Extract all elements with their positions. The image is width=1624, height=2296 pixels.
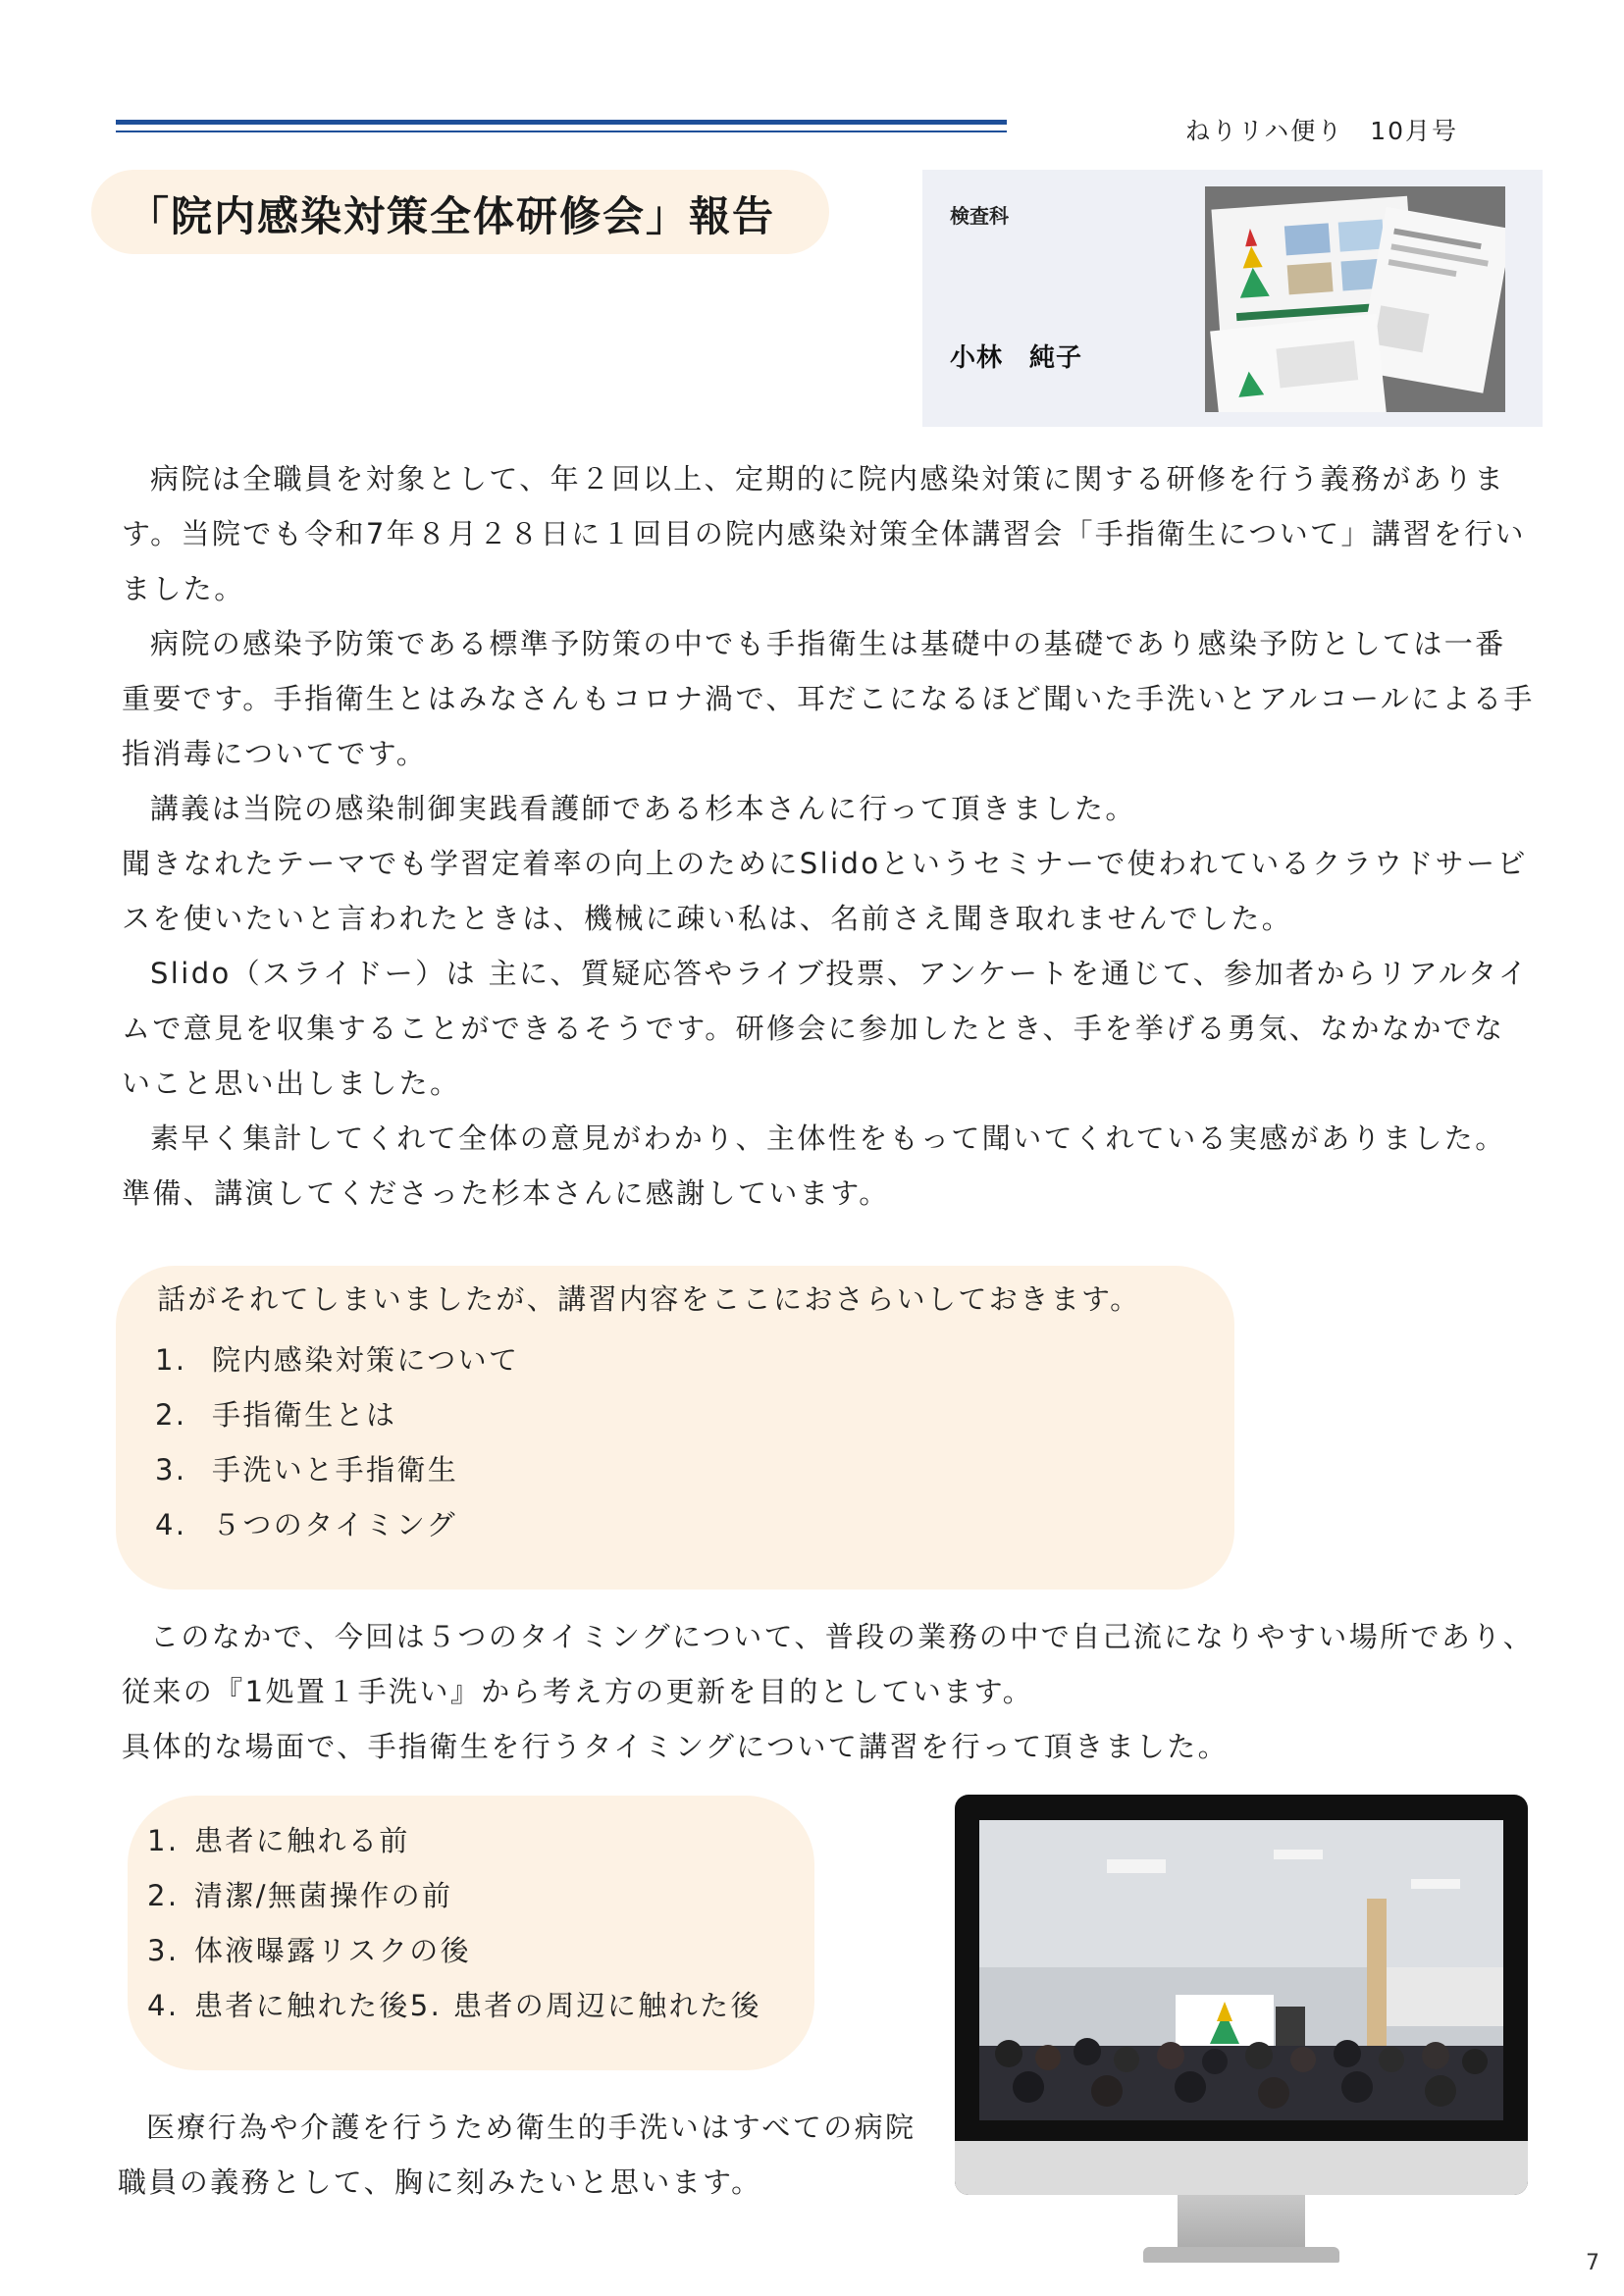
paragraph-5: Slido（スライドー）は 主に、質疑応答やライブ投票、アンケートを通じて、参加者からリアルタイムで意見を収集することができるそうです。研修会に参加したとき、手を挙げる勇気、なかなかでないこと思い出しました。 [122,957,1530,1100]
paragraph-4: 聞きなれたテーマでも学習定着率の向上のためにSlidoというセミナーで使われているクラウドサービスを使いたいと言われたときは、機械に疎い私は、名前さえ聞き取れませんでした。 [122,847,1528,935]
issue-label: ねりリハ便り 10月号 [1185,117,1459,145]
handout-photo-image [1205,186,1505,412]
page-number: 7 [1586,2251,1599,2275]
paragraph-6: 素早く集計してくれて全体の意見がわかり、主体性をもって聞いてくれている実感がありました。準備、講演してくださった杉本さんに感謝しています。 [122,1122,1506,1210]
monitor-stand [1178,2195,1305,2254]
list-item: 4. ５つのタイミング [155,1508,458,1541]
summary-list [155,1332,519,1552]
seminar-photo-image [979,1820,1503,2120]
header-rule-thin [116,130,1007,132]
list-item: 3. 体液曝露リスクの後 [147,1934,472,1967]
list-item: 1. 院内感染対策について [155,1343,520,1377]
monitor-base [1143,2247,1339,2263]
timing-paragraph-1: このなかで、今回は５つのタイミングについて、普段の業務の中で自己流になりやすい場所であり、従来の『1処置１手洗い』から考え方の更新を目的としています。 [122,1620,1535,1708]
article-title: 「院内感染対策全体研修会」報告 [128,192,776,240]
list-item: 3. 手洗いと手指衛生 [155,1453,459,1487]
paragraph-3: 講義は当院の感染制御実践看護師である杉本さんに行って頂きました。 [150,792,1136,825]
header-rule-thick [116,120,1007,125]
closing-paragraph: 医療行為や介護を行うため衛生的手洗いはすべての病院職員の義務として、胸に刻みたいと思います。 [118,2111,917,2199]
paragraph-2: 病院の感染予防策である標準予防策の中でも手指衛生は基礎中の基礎であり感染予防としては一番重要です。手指衛生とはみなさんもコロナ渦で、耳だこになるほど聞いた手洗いとアルコールによる手指消毒についてです。 [122,627,1535,770]
list-item: 1. 患者に触れる前 [147,1824,410,1857]
paragraph-1: 病院は全職員を対象として、年２回以上、定期的に院内感染対策に関する研修を行う義務があります。当院でも令和7年８月２８日に１回目の院内感染対策全体講習会「手指衛生について」講習を行いました。 [122,462,1526,605]
summary-intro: 話がそれてしまいましたが、講習内容をここにおさらいしておきます。 [157,1282,1141,1316]
author-name: 小林 純子 [950,343,1083,373]
timing-list [147,1813,761,2033]
handout-photo [1205,186,1505,412]
seminar-photo [979,1820,1503,2120]
monitor-chin [955,2141,1528,2195]
list-item: 4. 患者に触れた後5. 患者の周辺に触れた後 [147,1989,761,2022]
timing-paragraph-2: 具体的な場面で、手指衛生を行うタイミングについて講習を行って頂きました。 [122,1730,1230,1763]
author-department: 検査科 [950,204,1009,228]
list-item: 2. 清潔/無菌操作の前 [147,1879,453,1912]
list-item: 2. 手指衛生とは [155,1398,397,1432]
